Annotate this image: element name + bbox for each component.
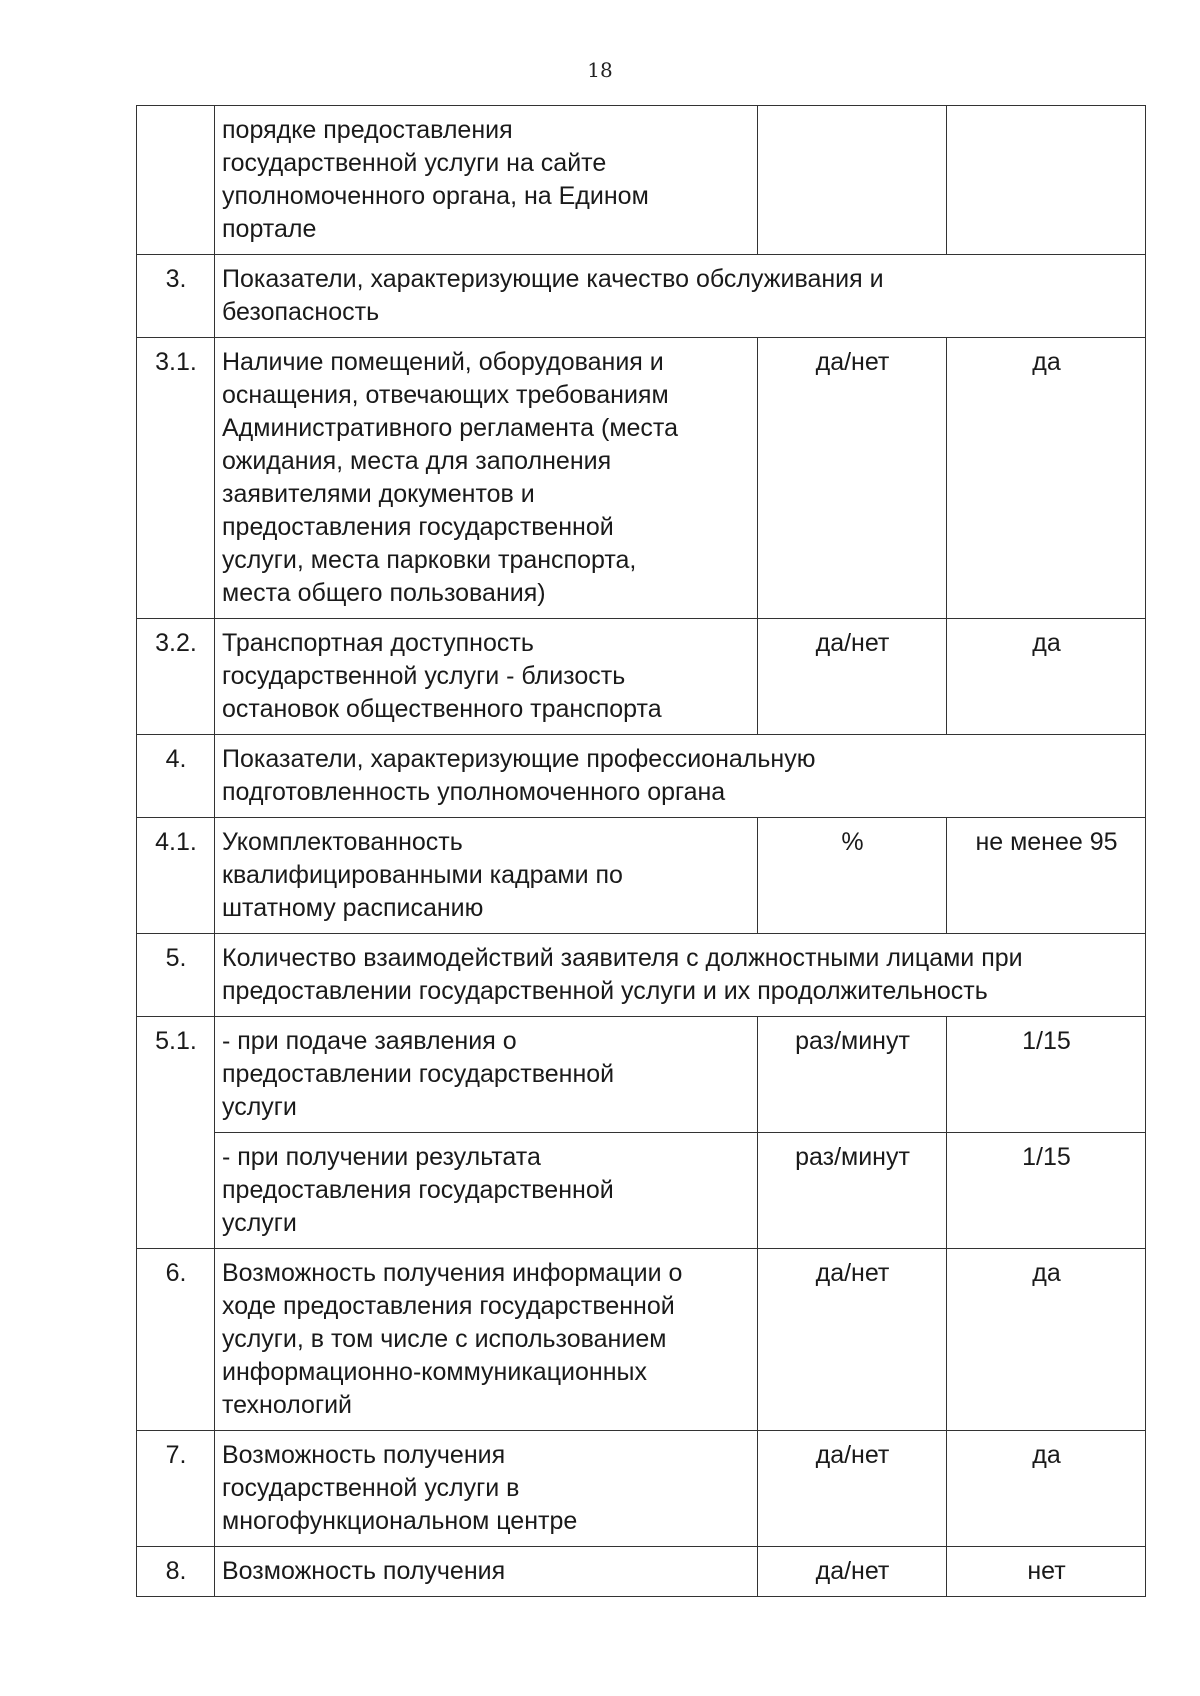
row-indicator-text: Транспортная доступность государственной услуги - близость остановок общественного транспорта <box>215 619 758 735</box>
row-unit: % <box>758 818 947 934</box>
row-indicator-text: Возможность получения <box>215 1547 758 1597</box>
table-row <box>137 1431 1146 1547</box>
row-number: 3.1. <box>137 338 215 619</box>
row-unit: раз/минут <box>758 1017 947 1133</box>
row-unit: раз/минут <box>758 1133 947 1249</box>
row-unit: да/нет <box>758 1547 947 1597</box>
row-unit: да/нет <box>758 1249 947 1431</box>
row-value: не менее 95 <box>947 818 1146 934</box>
row-unit: да/нет <box>758 1431 947 1547</box>
section-heading: Показатели, характеризующие профессиональную подготовленность уполномоченного органа <box>215 735 1146 818</box>
row-indicator-text: - при получении результата предоставления государственной услуги <box>215 1133 758 1249</box>
row-value: да <box>947 1249 1146 1431</box>
table-row <box>137 1249 1146 1431</box>
row-number: 6. <box>137 1249 215 1431</box>
table-row <box>137 1017 1146 1133</box>
section-heading: Количество взаимодействий заявителя с должностными лицами при предоставлении государственной услуги и их продолжительность <box>215 934 1146 1017</box>
row-value <box>947 106 1146 255</box>
row-number: 5.1. <box>137 1017 215 1249</box>
row-value: 1/15 <box>947 1133 1146 1249</box>
table-row <box>137 1133 1146 1249</box>
row-unit <box>758 106 947 255</box>
row-value: 1/15 <box>947 1017 1146 1133</box>
row-number: 3. <box>137 255 215 338</box>
table-section-row <box>137 934 1146 1017</box>
table-section-row <box>137 255 1146 338</box>
row-indicator-text: - при подаче заявления о предоставлении государственной услуги <box>215 1017 758 1133</box>
row-number: 3.2. <box>137 619 215 735</box>
row-number: 7. <box>137 1431 215 1547</box>
row-indicator-text: Возможность получения информации о ходе предоставления государственной услуги, в том числе с использованием информационно-коммуникационных технологий <box>215 1249 758 1431</box>
table-row <box>137 1547 1146 1597</box>
row-unit: да/нет <box>758 338 947 619</box>
row-value: да <box>947 1431 1146 1547</box>
row-number <box>137 106 215 255</box>
table-row <box>137 338 1146 619</box>
row-number: 5. <box>137 934 215 1017</box>
table-section-row <box>137 735 1146 818</box>
table-row <box>137 818 1146 934</box>
row-value: нет <box>947 1547 1146 1597</box>
row-number: 4.1. <box>137 818 215 934</box>
indicators-table <box>136 105 1146 1597</box>
row-indicator-text: Укомплектованность квалифицированными кадрами по штатному расписанию <box>215 818 758 934</box>
section-heading: Показатели, характеризующие качество обслуживания и безопасность <box>215 255 1146 338</box>
table-row <box>137 619 1146 735</box>
row-unit: да/нет <box>758 619 947 735</box>
row-indicator-text: порядке предоставления государственной услуги на сайте уполномоченного органа, на Едином портале <box>215 106 758 255</box>
row-indicator-text: Наличие помещений, оборудования и оснащения, отвечающих требованиям Административного регламента (места ожидания, места для заполнения заявителями документов и предоставления государственной услуги, места парковки транспорта, места общего пользования) <box>215 338 758 619</box>
page-number: 18 <box>587 58 613 82</box>
row-value: да <box>947 619 1146 735</box>
table-row <box>137 106 1146 255</box>
row-value: да <box>947 338 1146 619</box>
row-indicator-text: Возможность получения государственной услуги в многофункциональном центре <box>215 1431 758 1547</box>
row-number: 8. <box>137 1547 215 1597</box>
row-number: 4. <box>137 735 215 818</box>
